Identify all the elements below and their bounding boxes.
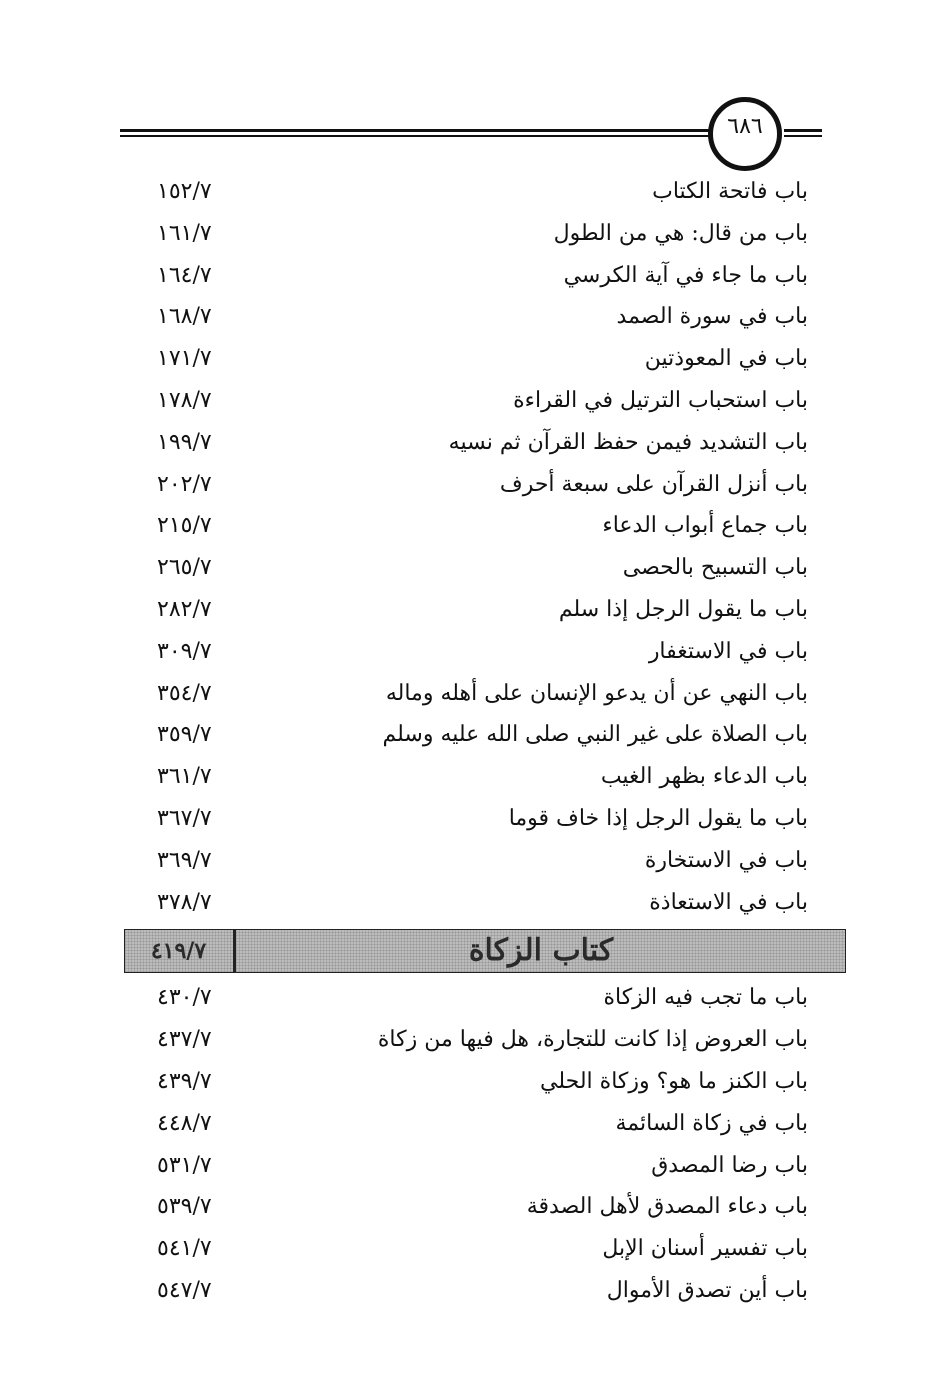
toc-row: [0, 674, 950, 716]
toc-entry-title: باب ما يقول الرجل إذا سلم: [558, 596, 808, 622]
toc-entry-ref: ١٧١/٧: [157, 346, 212, 372]
toc-row: [0, 1271, 950, 1313]
header-rule-right-thin: [784, 135, 822, 137]
toc-entry-title: باب النهي عن أن يدعو الإنسان على أهله وماله: [385, 680, 808, 706]
toc-row: [0, 978, 950, 1020]
toc-entry-title: باب في الاستعاذة: [649, 889, 808, 915]
toc-row: [0, 757, 950, 799]
toc-row: [0, 883, 950, 925]
toc-entry-ref: ١٦١/٧: [157, 220, 212, 246]
toc-row: [0, 506, 950, 548]
toc-row: [0, 172, 950, 214]
toc-entry-title: باب دعاء المصدق لأهل الصدقة: [526, 1194, 808, 1220]
toc-entry-title: باب فاتحة الكتاب: [652, 179, 808, 204]
toc-entry-ref: ١٧٨/٧: [157, 387, 212, 413]
toc-entry-title: باب الدعاء بظهر الغيب: [600, 764, 808, 790]
toc-entry-title: باب في المعوذتين: [644, 346, 808, 372]
toc-entry-title: باب ما تجب فيه الزكاة: [603, 985, 808, 1011]
toc-entry-title: باب في الاستغفار: [648, 638, 808, 664]
toc-row: [0, 548, 950, 590]
toc-entry-title: باب التشديد فيمن حفظ القرآن ثم نسيه: [448, 429, 808, 455]
toc-row: [0, 799, 950, 841]
toc-row: [0, 715, 950, 757]
toc-entry-title: باب في زكاة السائمة: [615, 1110, 808, 1136]
header-rule-left-thin: [120, 135, 716, 137]
toc-row: [0, 1020, 950, 1062]
toc-entry-title: باب تفسير أسنان الإبل: [602, 1236, 808, 1262]
section-ref: ٤١٩/٧: [150, 938, 207, 965]
toc-entry-ref: ٤٣٩/٧: [157, 1068, 212, 1094]
toc-row: [0, 632, 950, 674]
toc-entry-ref: ٤٤٨/٧: [157, 1110, 212, 1136]
toc-entry-ref: ٥٣٩/٧: [157, 1194, 212, 1220]
header-rule-right-thick: [784, 129, 822, 132]
toc-entry-title: باب ما جاء في آية الكرسي: [563, 262, 808, 288]
page-number-badge: [708, 97, 782, 171]
toc-row: [0, 297, 950, 339]
toc-entry-title: باب أين تصدق الأموال: [606, 1277, 808, 1303]
toc-entry-ref: ٤٣٠/٧: [157, 985, 212, 1011]
table-of-contents: [0, 172, 950, 1313]
toc-entry-title: باب رضا المصدق: [651, 1152, 808, 1178]
toc-entry-title: باب من قال: هي من الطول: [553, 220, 808, 246]
toc-row: [0, 1187, 950, 1229]
toc-entry-title: باب في الاستخارة: [644, 847, 808, 873]
toc-row: [0, 423, 950, 465]
toc-entry-ref: ٢١٥/٧: [157, 513, 212, 539]
toc-row: [0, 1146, 950, 1188]
toc-entry-title: باب الصلاة على غير النبي صلى الله عليه وسلم: [382, 722, 808, 748]
toc-entry-ref: ١٥٢/٧: [157, 179, 212, 204]
toc-entry-title: باب استحباب الترتيل في القراءة: [513, 387, 808, 413]
toc-entry-ref: ٢٨٢/٧: [157, 596, 212, 622]
section-title: كتاب الزكاة: [468, 933, 614, 969]
toc-row: [0, 256, 950, 298]
toc-row: [0, 1104, 950, 1146]
toc-entry-ref: ٥٣١/٧: [157, 1152, 212, 1178]
toc-entry-ref: ٢٦٥/٧: [157, 555, 212, 581]
toc-entry-ref: ٥٤٧/٧: [157, 1277, 212, 1303]
toc-entry-title: باب جماع أبواب الدعاء: [602, 513, 808, 539]
toc-entry-ref: ٣٦١/٧: [157, 764, 212, 790]
toc-entry-title: باب الكنز ما هو؟ وزكاة الحلي: [540, 1068, 808, 1094]
toc-entry-title: باب التسبيح بالحصى: [622, 555, 808, 581]
toc-entry-ref: ٣٥٩/٧: [157, 722, 212, 748]
toc-entry-title: باب العروض إذا كانت للتجارة، هل فيها من زكاة: [377, 1027, 808, 1053]
toc-entry-ref: ٣٥٤/٧: [157, 680, 212, 706]
section-header-row: [0, 927, 950, 975]
toc-entry-ref: ٤٣٧/٧: [157, 1027, 212, 1053]
toc-row: [0, 841, 950, 883]
toc-entry-title: باب في سورة الصمد: [616, 304, 808, 330]
toc-entry-ref: ٣٦٧/٧: [157, 805, 212, 831]
toc-entry-ref: ١٦٤/٧: [157, 262, 212, 288]
toc-row: [0, 1062, 950, 1104]
page-number: ٦٨٦: [727, 114, 763, 139]
toc-entry-ref: ١٩٩/٧: [157, 429, 212, 455]
toc-row: [0, 381, 950, 423]
toc-entry-ref: ٥٤١/٧: [157, 1236, 212, 1262]
toc-entry-ref: ٣٦٩/٧: [157, 847, 212, 873]
toc-entry-title: باب أنزل القرآن على سبعة أحرف: [499, 471, 808, 497]
toc-row: [0, 339, 950, 381]
toc-entry-ref: ٢٠٢/٧: [157, 471, 212, 497]
toc-row: [0, 1229, 950, 1271]
toc-row: [0, 465, 950, 507]
page-header: [0, 0, 950, 180]
toc-entry-ref: ٣٠٩/٧: [157, 638, 212, 664]
toc-entry-ref: ٣٧٨/٧: [157, 889, 212, 915]
toc-entry-ref: ١٦٨/٧: [157, 304, 212, 330]
toc-row: [0, 590, 950, 632]
header-rule-left-thick: [120, 129, 716, 132]
toc-row: [0, 214, 950, 256]
toc-entry-title: باب ما يقول الرجل إذا خاف قوما: [508, 805, 808, 831]
